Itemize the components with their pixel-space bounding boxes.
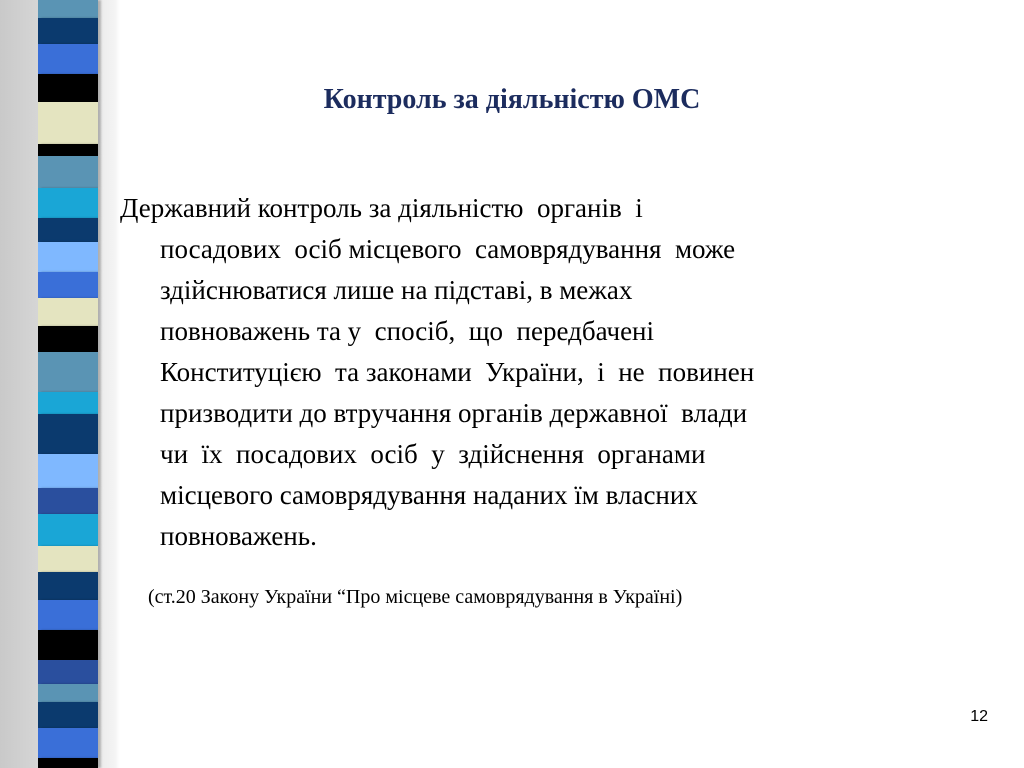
decorative-stripe <box>38 684 98 702</box>
body-line: місцевого самоврядування наданих їм власних <box>160 480 698 510</box>
decorative-stripe <box>38 242 98 272</box>
body-paragraph <box>120 188 920 557</box>
decorative-stripe <box>38 326 98 352</box>
decorative-stripe <box>38 758 98 768</box>
decorative-stripe <box>38 18 98 44</box>
decorative-stripe <box>38 630 98 660</box>
body-line: призводити до втручання органів державної влади <box>160 398 748 428</box>
decorative-stripe <box>38 728 98 758</box>
body-line: посадових осіб місцевого самоврядування може <box>160 234 736 264</box>
decorative-stripe <box>38 188 98 218</box>
body-line: Державний контроль за діяльністю органів і <box>120 193 643 223</box>
decorative-stripe <box>38 454 98 488</box>
page-number: 12 <box>970 708 988 725</box>
decorative-stripe <box>38 702 98 728</box>
decorative-stripe <box>38 392 98 414</box>
body-line: повноважень та у спосіб, що передбачені <box>160 316 655 346</box>
decorative-stripe <box>38 600 98 630</box>
slide-title: Контроль за діяльністю ОМС <box>323 84 701 115</box>
decorative-stripe <box>38 488 98 514</box>
decorative-stripe <box>38 298 98 326</box>
decorative-stripe <box>38 414 98 454</box>
decorative-stripe <box>38 144 98 156</box>
decorative-stripe <box>38 156 98 188</box>
body-line: чи їх посадових осіб у здійснення органами <box>160 439 706 469</box>
body-line: Конституцією та законами України, і не повинен <box>160 357 755 387</box>
decorative-stripe <box>38 514 98 546</box>
decorative-stripe <box>38 352 98 392</box>
body-line: здійснюватися лише на підставі, в межах <box>160 275 633 305</box>
citation-text: (ст.20 Закону України “Про місцеве самоврядування в Україні) <box>148 586 683 608</box>
decorative-stripe <box>38 660 98 684</box>
decorative-stripe <box>38 572 98 600</box>
body-line: повноважень. <box>160 521 317 551</box>
decorative-stripe <box>38 0 98 18</box>
decorative-stripe <box>38 44 98 74</box>
decorative-stripe <box>38 546 98 572</box>
decorative-stripe <box>38 272 98 298</box>
decorative-stripe <box>38 218 98 242</box>
